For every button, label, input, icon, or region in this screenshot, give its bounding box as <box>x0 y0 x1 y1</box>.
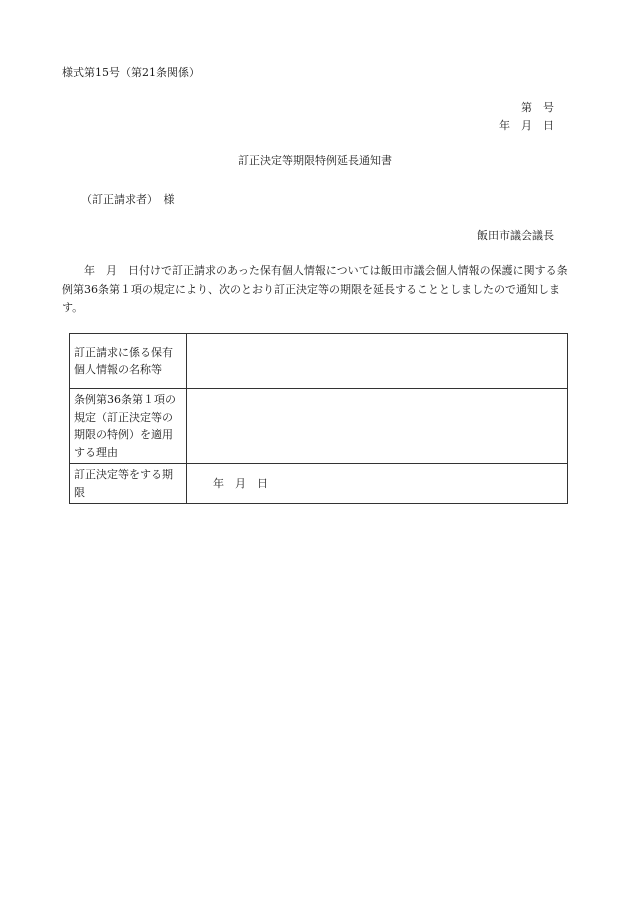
row-label-info-name: 訂正請求に係る保有個人情報の名称等 <box>70 334 187 389</box>
table-row <box>70 464 568 504</box>
document-date: 年 月 日 <box>499 119 554 132</box>
document-title: 訂正決定等期限特例延長通知書 <box>238 154 392 167</box>
form-number: 様式第15号（第21条関係） <box>62 66 200 79</box>
sender: 飯田市議会議長 <box>477 229 554 242</box>
info-table <box>69 333 568 504</box>
recipient: （訂正請求者） 様 <box>81 193 175 206</box>
table-row <box>70 389 568 464</box>
row-value-deadline: 年 月 日 <box>187 464 568 504</box>
row-value-reason <box>187 389 568 464</box>
body-text: 年 月 日付けで訂正請求のあった保有個人情報については飯田市議会個人情報の保護に関する条例第36条第１項の規定により、次のとおり訂正決定等の期限を延長することとしましたので通知します。 <box>62 264 568 314</box>
row-value-info-name <box>187 334 568 389</box>
document-number: 第 号 <box>521 101 554 114</box>
row-label-deadline: 訂正決定等をする期限 <box>70 464 187 504</box>
row-label-reason: 条例第36条第１項の規定（訂正決定等の期限の特例）を適用する理由 <box>70 389 187 464</box>
table-row <box>70 334 568 389</box>
body-paragraph <box>62 262 568 318</box>
